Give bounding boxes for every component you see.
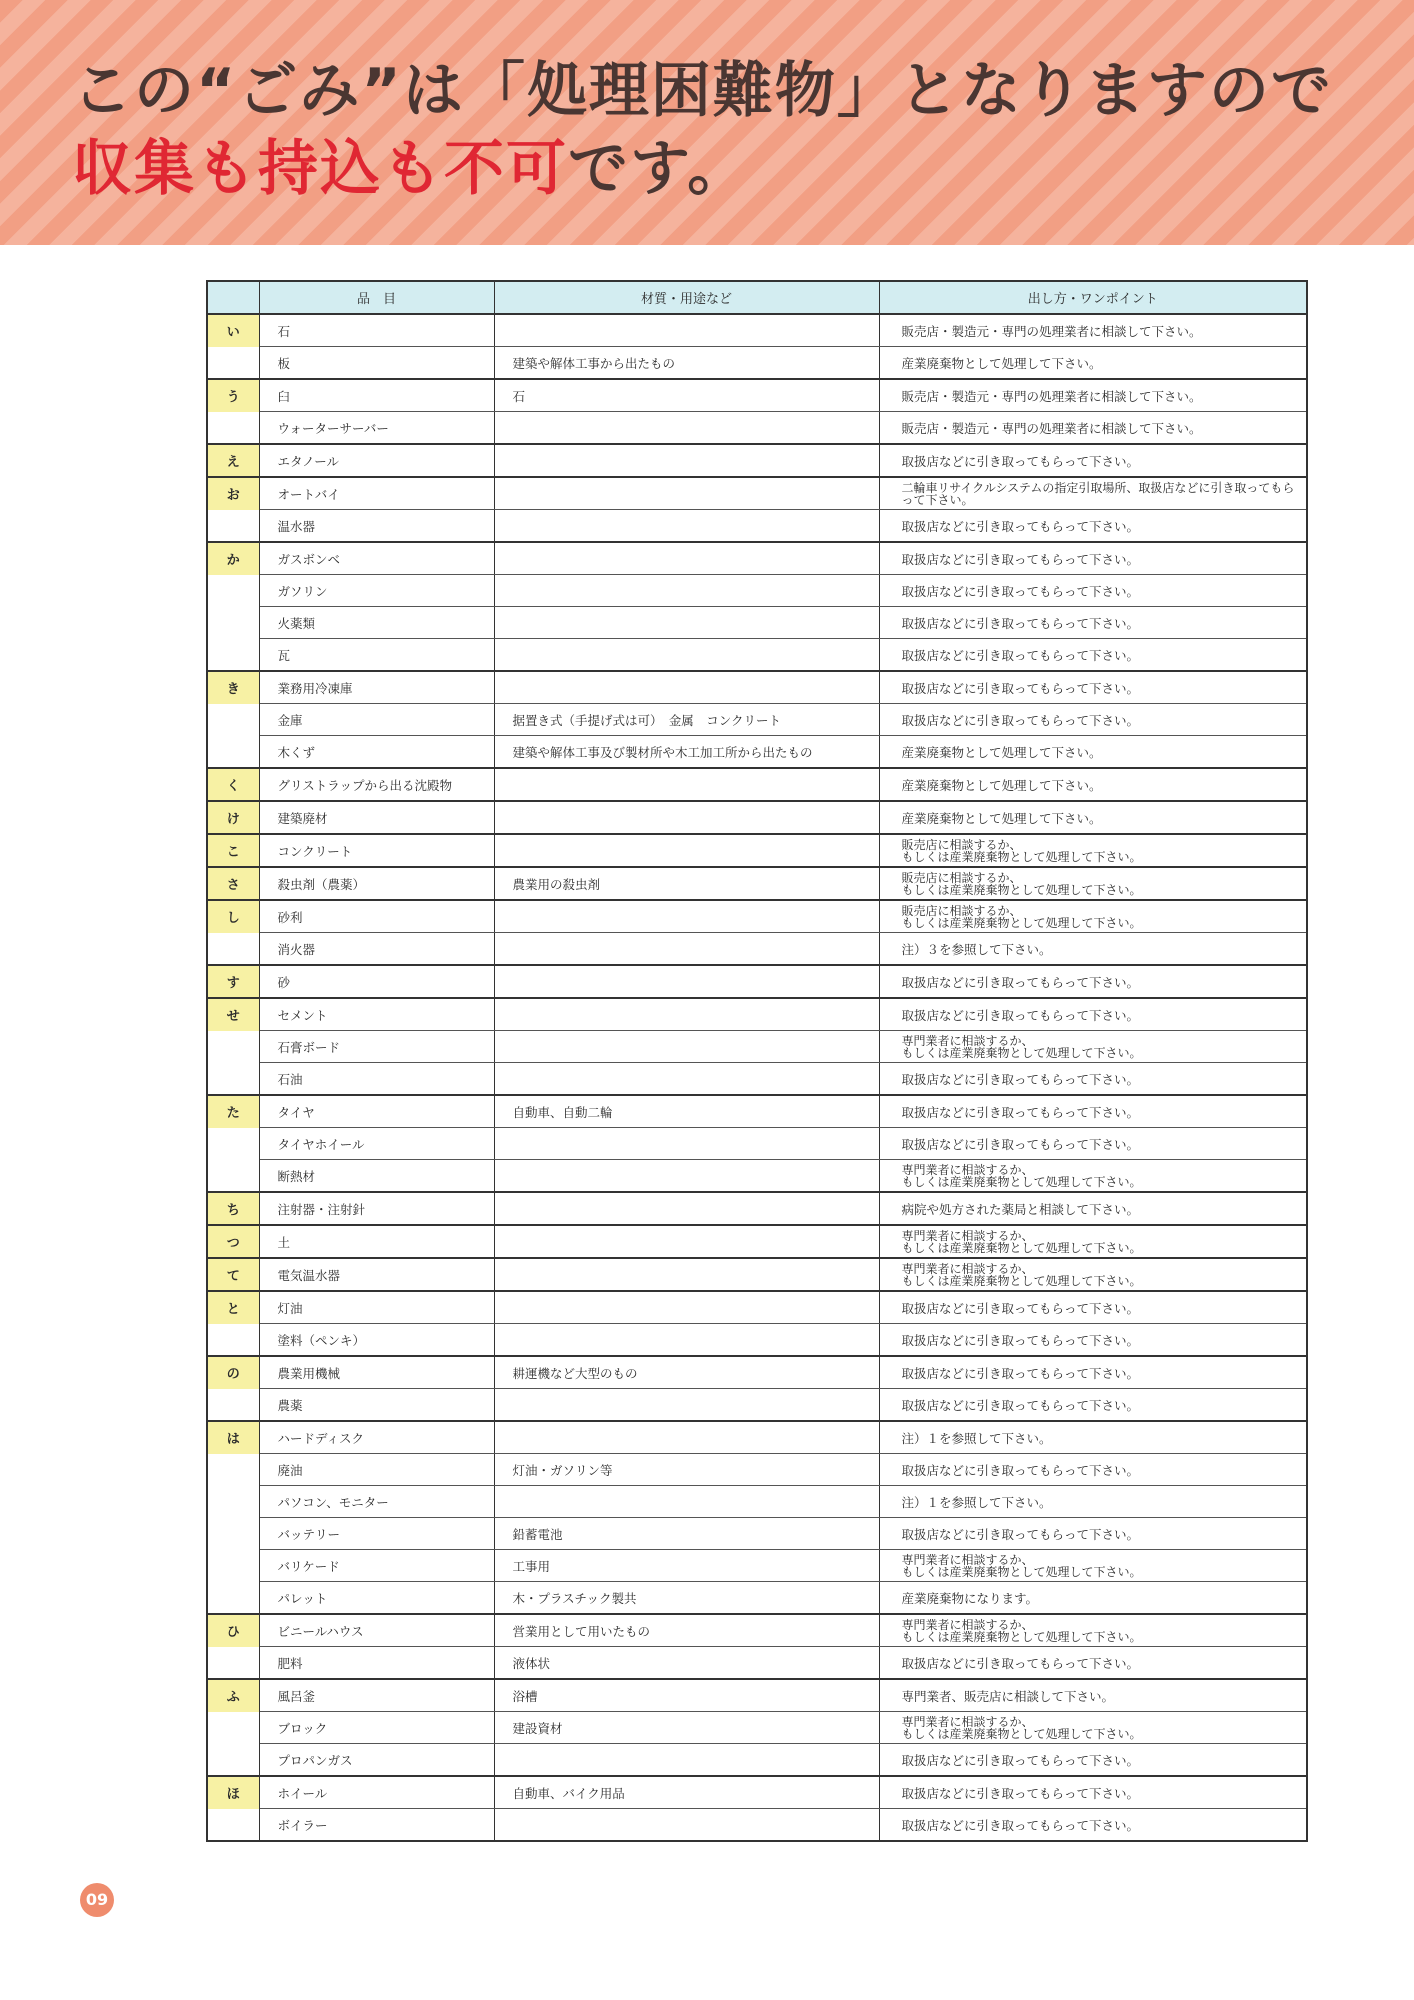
item-cell: コンクリート [259,834,494,867]
kana-cell [207,1518,259,1550]
material-cell: 建築や解体工事及び製材所や木工加工所から出たもの [494,736,879,769]
method-cell: 取扱店などに引き取ってもらって下さい。 [879,444,1307,477]
item-cell: オートバイ [259,477,494,510]
material-cell [494,510,879,543]
kana-cell: と [207,1291,259,1324]
material-cell: 木・プラスチック製共 [494,1582,879,1615]
method-cell: 取扱店などに引き取ってもらって下さい。 [879,1809,1307,1842]
headline-line-2-rest: です。 [568,134,750,204]
item-cell: ボイラー [259,1809,494,1842]
table-row [207,1389,1307,1422]
kana-cell [207,1486,259,1518]
table-row [207,1095,1307,1128]
material-cell: 自動車、バイク用品 [494,1776,879,1809]
material-cell [494,639,879,672]
method-cell: 取扱店などに引き取ってもらって下さい。 [879,1095,1307,1128]
kana-cell [207,1063,259,1096]
material-cell [494,1063,879,1096]
item-cell: 温水器 [259,510,494,543]
table-row [207,1031,1307,1063]
table-row [207,1128,1307,1160]
material-cell [494,575,879,607]
table-row [207,607,1307,639]
material-cell: 灯油・ガソリン等 [494,1454,879,1486]
kana-cell [207,1160,259,1193]
kana-cell [207,1550,259,1582]
item-cell: 瓦 [259,639,494,672]
table-row [207,1454,1307,1486]
table-row [207,1063,1307,1096]
method-cell: 販売店・製造元・専門の処理業者に相談して下さい。 [879,379,1307,412]
item-cell: 石膏ボード [259,1031,494,1063]
material-cell [494,1128,879,1160]
method-cell: 専門業者に相談するか、 もしくは産業廃棄物として処理して下さい。 [879,1160,1307,1193]
kana-cell: く [207,768,259,801]
table-row [207,510,1307,543]
material-cell [494,1389,879,1422]
material-cell [494,607,879,639]
method-cell: 取扱店などに引き取ってもらって下さい。 [879,1324,1307,1357]
material-cell [494,1291,879,1324]
material-cell [494,1225,879,1258]
table-row [207,1647,1307,1680]
method-cell: 販売店に相談するか、 もしくは産業廃棄物として処理して下さい。 [879,834,1307,867]
kana-cell: ち [207,1192,259,1225]
disposal-table [206,280,1308,1842]
table-row [207,834,1307,867]
method-cell: 取扱店などに引き取ってもらって下さい。 [879,704,1307,736]
material-cell: 石 [494,379,879,412]
kana-cell [207,1744,259,1777]
table-row [207,639,1307,672]
material-cell [494,671,879,704]
kana-cell [207,412,259,445]
material-cell [494,768,879,801]
method-cell: 取扱店などに引き取ってもらって下さい。 [879,1518,1307,1550]
item-cell: パソコン、モニター [259,1486,494,1518]
material-cell [494,834,879,867]
kana-cell: お [207,477,259,510]
table-row [207,1712,1307,1744]
method-cell: 取扱店などに引き取ってもらって下さい。 [879,1744,1307,1777]
table-row [207,477,1307,510]
table-row [207,1324,1307,1357]
item-cell: 灯油 [259,1291,494,1324]
page-headline [72,52,1333,208]
item-cell: タイヤ [259,1095,494,1128]
method-cell: 取扱店などに引き取ってもらって下さい。 [879,1389,1307,1422]
method-cell: 販売店・製造元・専門の処理業者に相談して下さい。 [879,314,1307,347]
kana-cell [207,1128,259,1160]
material-cell [494,412,879,445]
header-method: 出し方・ワンポイント [879,281,1307,314]
kana-cell: え [207,444,259,477]
method-cell: 取扱店などに引き取ってもらって下さい。 [879,671,1307,704]
table-row [207,768,1307,801]
item-cell: 板 [259,347,494,380]
table-row [207,575,1307,607]
method-cell: 取扱店などに引き取ってもらって下さい。 [879,542,1307,575]
item-cell: 塗料（ペンキ） [259,1324,494,1357]
kana-cell: せ [207,998,259,1031]
item-cell: バッテリー [259,1518,494,1550]
table-row [207,1225,1307,1258]
kana-cell [207,1031,259,1063]
kana-cell: の [207,1356,259,1389]
material-cell [494,1486,879,1518]
kana-cell [207,736,259,769]
table-row [207,1614,1307,1647]
kana-cell: す [207,965,259,998]
kana-cell: い [207,314,259,347]
kana-cell [207,1389,259,1422]
material-cell [494,542,879,575]
item-cell: 肥料 [259,1647,494,1680]
table-row [207,1160,1307,1193]
kana-cell: か [207,542,259,575]
material-cell: 工事用 [494,1550,879,1582]
method-cell: 産業廃棄物になります。 [879,1582,1307,1615]
kana-cell: き [207,671,259,704]
material-cell [494,477,879,510]
headline-line-1: この“ごみ”は「処理困難物」となりますので [72,56,1333,126]
method-cell: 専門業者に相談するか、 もしくは産業廃棄物として処理して下さい。 [879,1550,1307,1582]
table-row [207,704,1307,736]
item-cell: タイヤホイール [259,1128,494,1160]
material-cell: 建設資材 [494,1712,879,1744]
table-row [207,1421,1307,1454]
method-cell: 取扱店などに引き取ってもらって下さい。 [879,1454,1307,1486]
method-cell: 販売店に相談するか、 もしくは産業廃棄物として処理して下さい。 [879,900,1307,933]
table-row [207,900,1307,933]
headline-emphasis: 収集も持込も不可 [72,134,568,204]
item-cell: プロパンガス [259,1744,494,1777]
method-cell: 病院や処方された薬局と相談して下さい。 [879,1192,1307,1225]
method-cell: 取扱店などに引き取ってもらって下さい。 [879,510,1307,543]
item-cell: ガスボンベ [259,542,494,575]
item-cell: 臼 [259,379,494,412]
method-cell: 取扱店などに引き取ってもらって下さい。 [879,639,1307,672]
material-cell [494,1031,879,1063]
item-cell: 農業用機械 [259,1356,494,1389]
item-cell: ビニールハウス [259,1614,494,1647]
kana-cell [207,575,259,607]
method-cell: 取扱店などに引き取ってもらって下さい。 [879,1776,1307,1809]
item-cell: 石 [259,314,494,347]
header-material: 材質・用途など [494,281,879,314]
method-cell: 取扱店などに引き取ってもらって下さい。 [879,1063,1307,1096]
kana-cell: さ [207,867,259,900]
table-row [207,933,1307,966]
page-number: 09 [80,1883,114,1917]
kana-cell: は [207,1421,259,1454]
material-cell: 営業用として用いたもの [494,1614,879,1647]
material-cell: 据置き式（手提げ式は可） 金属 コンクリート [494,704,879,736]
material-cell: 鉛蓄電池 [494,1518,879,1550]
material-cell: 浴槽 [494,1679,879,1712]
item-cell: グリストラップから出る沈殿物 [259,768,494,801]
table-row [207,1776,1307,1809]
material-cell [494,998,879,1031]
item-cell: ホイール [259,1776,494,1809]
item-cell: ブロック [259,1712,494,1744]
material-cell: 液体状 [494,1647,879,1680]
material-cell: 耕運機など大型のもの [494,1356,879,1389]
method-cell: 産業廃棄物として処理して下さい。 [879,347,1307,380]
kana-cell: け [207,801,259,834]
table-row [207,1356,1307,1389]
material-cell: 農業用の殺虫剤 [494,867,879,900]
kana-cell [207,933,259,966]
item-cell: 土 [259,1225,494,1258]
kana-cell [207,1647,259,1680]
item-cell: 廃油 [259,1454,494,1486]
material-cell [494,444,879,477]
method-cell: 取扱店などに引き取ってもらって下さい。 [879,1128,1307,1160]
method-cell: 専門業者に相談するか、 もしくは産業廃棄物として処理して下さい。 [879,1712,1307,1744]
material-cell [494,965,879,998]
kana-cell: こ [207,834,259,867]
method-cell: 産業廃棄物として処理して下さい。 [879,801,1307,834]
method-cell: 二輪車リサイクルシステムの指定引取場所、取扱店などに引き取ってもらって下さい。 [879,477,1307,510]
kana-cell [207,1454,259,1486]
kana-cell [207,639,259,672]
method-cell: 取扱店などに引き取ってもらって下さい。 [879,1356,1307,1389]
table-row [207,736,1307,769]
table-row [207,1486,1307,1518]
table-row [207,542,1307,575]
material-cell [494,1744,879,1777]
item-cell: 石油 [259,1063,494,1096]
method-cell: 専門業者に相談するか、 もしくは産業廃棄物として処理して下さい。 [879,1031,1307,1063]
item-cell: 電気温水器 [259,1258,494,1291]
table-row [207,314,1307,347]
table-row [207,379,1307,412]
material-cell [494,314,879,347]
method-cell: 取扱店などに引き取ってもらって下さい。 [879,1647,1307,1680]
table-row [207,867,1307,900]
table-row [207,671,1307,704]
headline-line-2 [72,130,1333,208]
item-cell: 注射器・注射針 [259,1192,494,1225]
kana-cell: ひ [207,1614,259,1647]
kana-cell: う [207,379,259,412]
kana-cell: ほ [207,1776,259,1809]
table-row [207,801,1307,834]
material-cell [494,1421,879,1454]
table-row [207,1291,1307,1324]
method-cell: 取扱店などに引き取ってもらって下さい。 [879,998,1307,1031]
method-cell: 産業廃棄物として処理して下さい。 [879,736,1307,769]
table-row [207,998,1307,1031]
table-header-row [207,281,1307,314]
material-cell [494,933,879,966]
material-cell [494,1160,879,1193]
material-cell [494,1258,879,1291]
kana-cell [207,1712,259,1744]
item-cell: 風呂釜 [259,1679,494,1712]
method-cell: 注）３を参照して下さい。 [879,933,1307,966]
table-row [207,412,1307,445]
item-cell: 断熱材 [259,1160,494,1193]
table-body [207,314,1307,1841]
kana-cell: ふ [207,1679,259,1712]
table-row [207,1258,1307,1291]
item-cell: セメント [259,998,494,1031]
item-cell: 消火器 [259,933,494,966]
material-cell: 建築や解体工事から出たもの [494,347,879,380]
kana-cell: つ [207,1225,259,1258]
kana-cell: し [207,900,259,933]
method-cell: 注）１を参照して下さい。 [879,1421,1307,1454]
method-cell: 取扱店などに引き取ってもらって下さい。 [879,965,1307,998]
kana-cell [207,1324,259,1357]
material-cell: 自動車、自動二輪 [494,1095,879,1128]
table-row [207,1809,1307,1842]
kana-cell: た [207,1095,259,1128]
header-kana [207,281,259,314]
item-cell: パレット [259,1582,494,1615]
table-row [207,1744,1307,1777]
material-cell [494,1324,879,1357]
method-cell: 取扱店などに引き取ってもらって下さい。 [879,607,1307,639]
material-cell [494,1809,879,1842]
item-cell: ハードディスク [259,1421,494,1454]
material-cell [494,1192,879,1225]
method-cell: 注）１を参照して下さい。 [879,1486,1307,1518]
table-row [207,1192,1307,1225]
method-cell: 専門業者、販売店に相談して下さい。 [879,1679,1307,1712]
item-cell: ガソリン [259,575,494,607]
method-cell: 専門業者に相談するか、 もしくは産業廃棄物として処理して下さい。 [879,1225,1307,1258]
item-cell: 業務用冷凍庫 [259,671,494,704]
kana-cell [207,510,259,543]
table-row [207,1518,1307,1550]
kana-cell [207,1809,259,1842]
item-cell: 殺虫剤（農薬） [259,867,494,900]
item-cell: バリケード [259,1550,494,1582]
kana-cell [207,347,259,380]
method-cell: 取扱店などに引き取ってもらって下さい。 [879,575,1307,607]
method-cell: 産業廃棄物として処理して下さい。 [879,768,1307,801]
item-cell: 木くず [259,736,494,769]
method-cell: 取扱店などに引き取ってもらって下さい。 [879,1291,1307,1324]
table-row [207,1582,1307,1615]
item-cell: 火薬類 [259,607,494,639]
kana-cell [207,704,259,736]
item-cell: 農薬 [259,1389,494,1422]
method-cell: 専門業者に相談するか、 もしくは産業廃棄物として処理して下さい。 [879,1258,1307,1291]
table-row [207,1550,1307,1582]
table-row [207,347,1307,380]
item-cell: 砂 [259,965,494,998]
material-cell [494,900,879,933]
item-cell: 金庫 [259,704,494,736]
kana-cell [207,607,259,639]
item-cell: ウォーターサーバー [259,412,494,445]
kana-cell: て [207,1258,259,1291]
method-cell: 販売店に相談するか、 もしくは産業廃棄物として処理して下さい。 [879,867,1307,900]
table-row [207,1679,1307,1712]
table-row [207,444,1307,477]
method-cell: 販売店・製造元・専門の処理業者に相談して下さい。 [879,412,1307,445]
table-row [207,965,1307,998]
item-cell: 建築廃材 [259,801,494,834]
material-cell [494,801,879,834]
method-cell: 専門業者に相談するか、 もしくは産業廃棄物として処理して下さい。 [879,1614,1307,1647]
item-cell: エタノール [259,444,494,477]
kana-cell [207,1582,259,1615]
item-cell: 砂利 [259,900,494,933]
header-item: 品 目 [259,281,494,314]
